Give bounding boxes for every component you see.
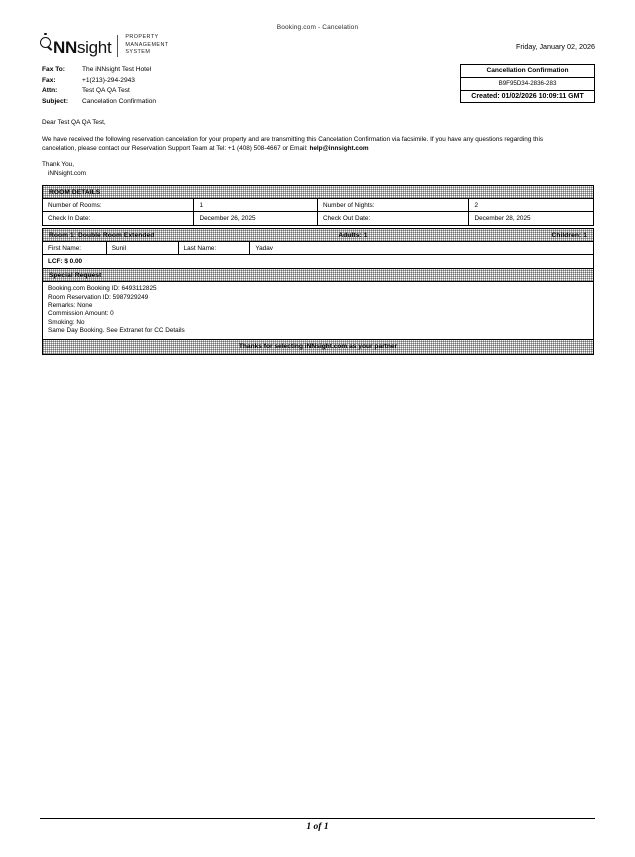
fax-number-value: +1(213)-294-2943 [82,76,135,84]
room-details-band-title: ROOM DETAILS [49,188,101,196]
number-of-nights-value: 2 [474,201,479,209]
letter-paragraph-line1: We have received the following reservation cancelation for your property and are transmitting this Cancelation Confirmation via facsimile. If you have any questions regarding this [42,136,544,143]
letter-paragraph-line2-text: cancelation, please contact our Reservation Support Team at Tel: +1 (408) 508-4667 or Email: [42,145,310,152]
table-row [42,199,594,212]
logo-tagline-line1: PROPERTY [125,34,159,41]
check-in-date-label: Check In Date: [43,212,194,224]
number-of-nights-label: Number of Nights: [318,199,469,211]
fax-to-row [42,65,156,76]
page-footer-rule [40,818,595,819]
table-row [42,212,594,225]
letter-body [42,118,594,178]
special-request-table [42,268,594,341]
magnifying-glass-icon [40,33,53,53]
logo-tagline-line2: MANAGEMENT [125,41,169,48]
room-type-title: Room 1: Double Room Extended [49,231,155,239]
first-name-value: Sunil [107,242,179,254]
room-occupancy-band [42,228,594,242]
support-email: help@innsight.com [309,145,369,152]
page-number: 1 of 1 [306,822,329,832]
special-request-line: Commission Amount: 0 [48,310,114,318]
logo-tagline [125,34,168,56]
last-name-value: Yadav [255,244,273,252]
confirmation-title: Cancellation Confirmation [461,65,594,78]
fax-attn-row [42,86,156,97]
fax-number-label: Fax: [42,76,56,84]
special-request-content [42,282,594,340]
document-date: Friday, January 02, 2026 [516,42,595,51]
fax-subject-label: Subject: [42,98,69,106]
letter-paragraph-line2 [42,144,594,153]
room-occupancy-table [42,228,594,269]
fax-to-label: Fax To: [42,66,65,73]
last-name-label: Last Name: [179,242,251,254]
lcf-amount: LCF: $ 0.00 [48,257,83,265]
logo-name-prefix: NN [53,38,77,57]
special-request-line: Booking.com Booking ID: 6493112825 [48,285,157,293]
logo-name-suffix: sight [76,38,112,57]
check-in-date-value: December 26, 2025 [194,212,318,224]
fax-attn-label: Attn: [42,87,58,95]
fax-attn-value: Test QA QA Test [82,87,130,95]
letter-closing-thanks: Thank You, [42,161,74,168]
table-row [42,255,594,268]
fax-subject-value: Cancelation Confirmation [82,98,157,106]
fax-number-row [42,76,156,87]
special-request-band-title: Special Request [49,271,102,279]
number-of-rooms-value: 1 [194,199,318,211]
adults-count: Adults: 1 [338,231,368,239]
letter-salutation: Dear Test QA QA Test, [42,119,106,126]
cancellation-confirmation-box [460,64,595,103]
logo-wordmark [40,33,111,58]
children-count: Children: 1 [551,231,587,239]
letter-closing-signature: iNNsight.com [48,170,86,177]
special-request-line: Same Day Booking. See Extranet for CC Details [48,327,185,335]
room-details-band [42,185,594,199]
table-row [42,242,594,255]
confirmation-number: B9F95D34-2836-283 [461,78,594,91]
logo-tagline-line3: SYSTEM [125,49,151,56]
check-out-date-label: Check Out Date: [318,212,469,224]
fax-to-value: The iNNsight Test Hotel [82,66,152,73]
running-header: Booking.com - Cancelation [276,24,359,31]
partner-thanks-banner: Thanks for selecting iNNsight.com as your partner [42,339,594,355]
special-request-band [42,268,594,282]
number-of-rooms-label: Number of Rooms: [43,199,194,211]
fax-subject-row [42,97,156,108]
special-request-line: Smoking: No [48,318,85,326]
special-request-line: Room Reservation ID: 5987929249 [48,293,149,301]
logo-divider [117,35,118,57]
room-details-table [42,185,594,226]
confirmation-created-timestamp: Created: 01/02/2026 10:09:11 GMT [471,92,584,100]
special-request-line: Remarks: None [48,302,93,309]
fax-metadata [42,65,156,108]
innsight-logo [40,33,169,58]
first-name-label: First Name: [43,242,107,254]
check-out-date-value: December 28, 2025 [474,214,531,222]
